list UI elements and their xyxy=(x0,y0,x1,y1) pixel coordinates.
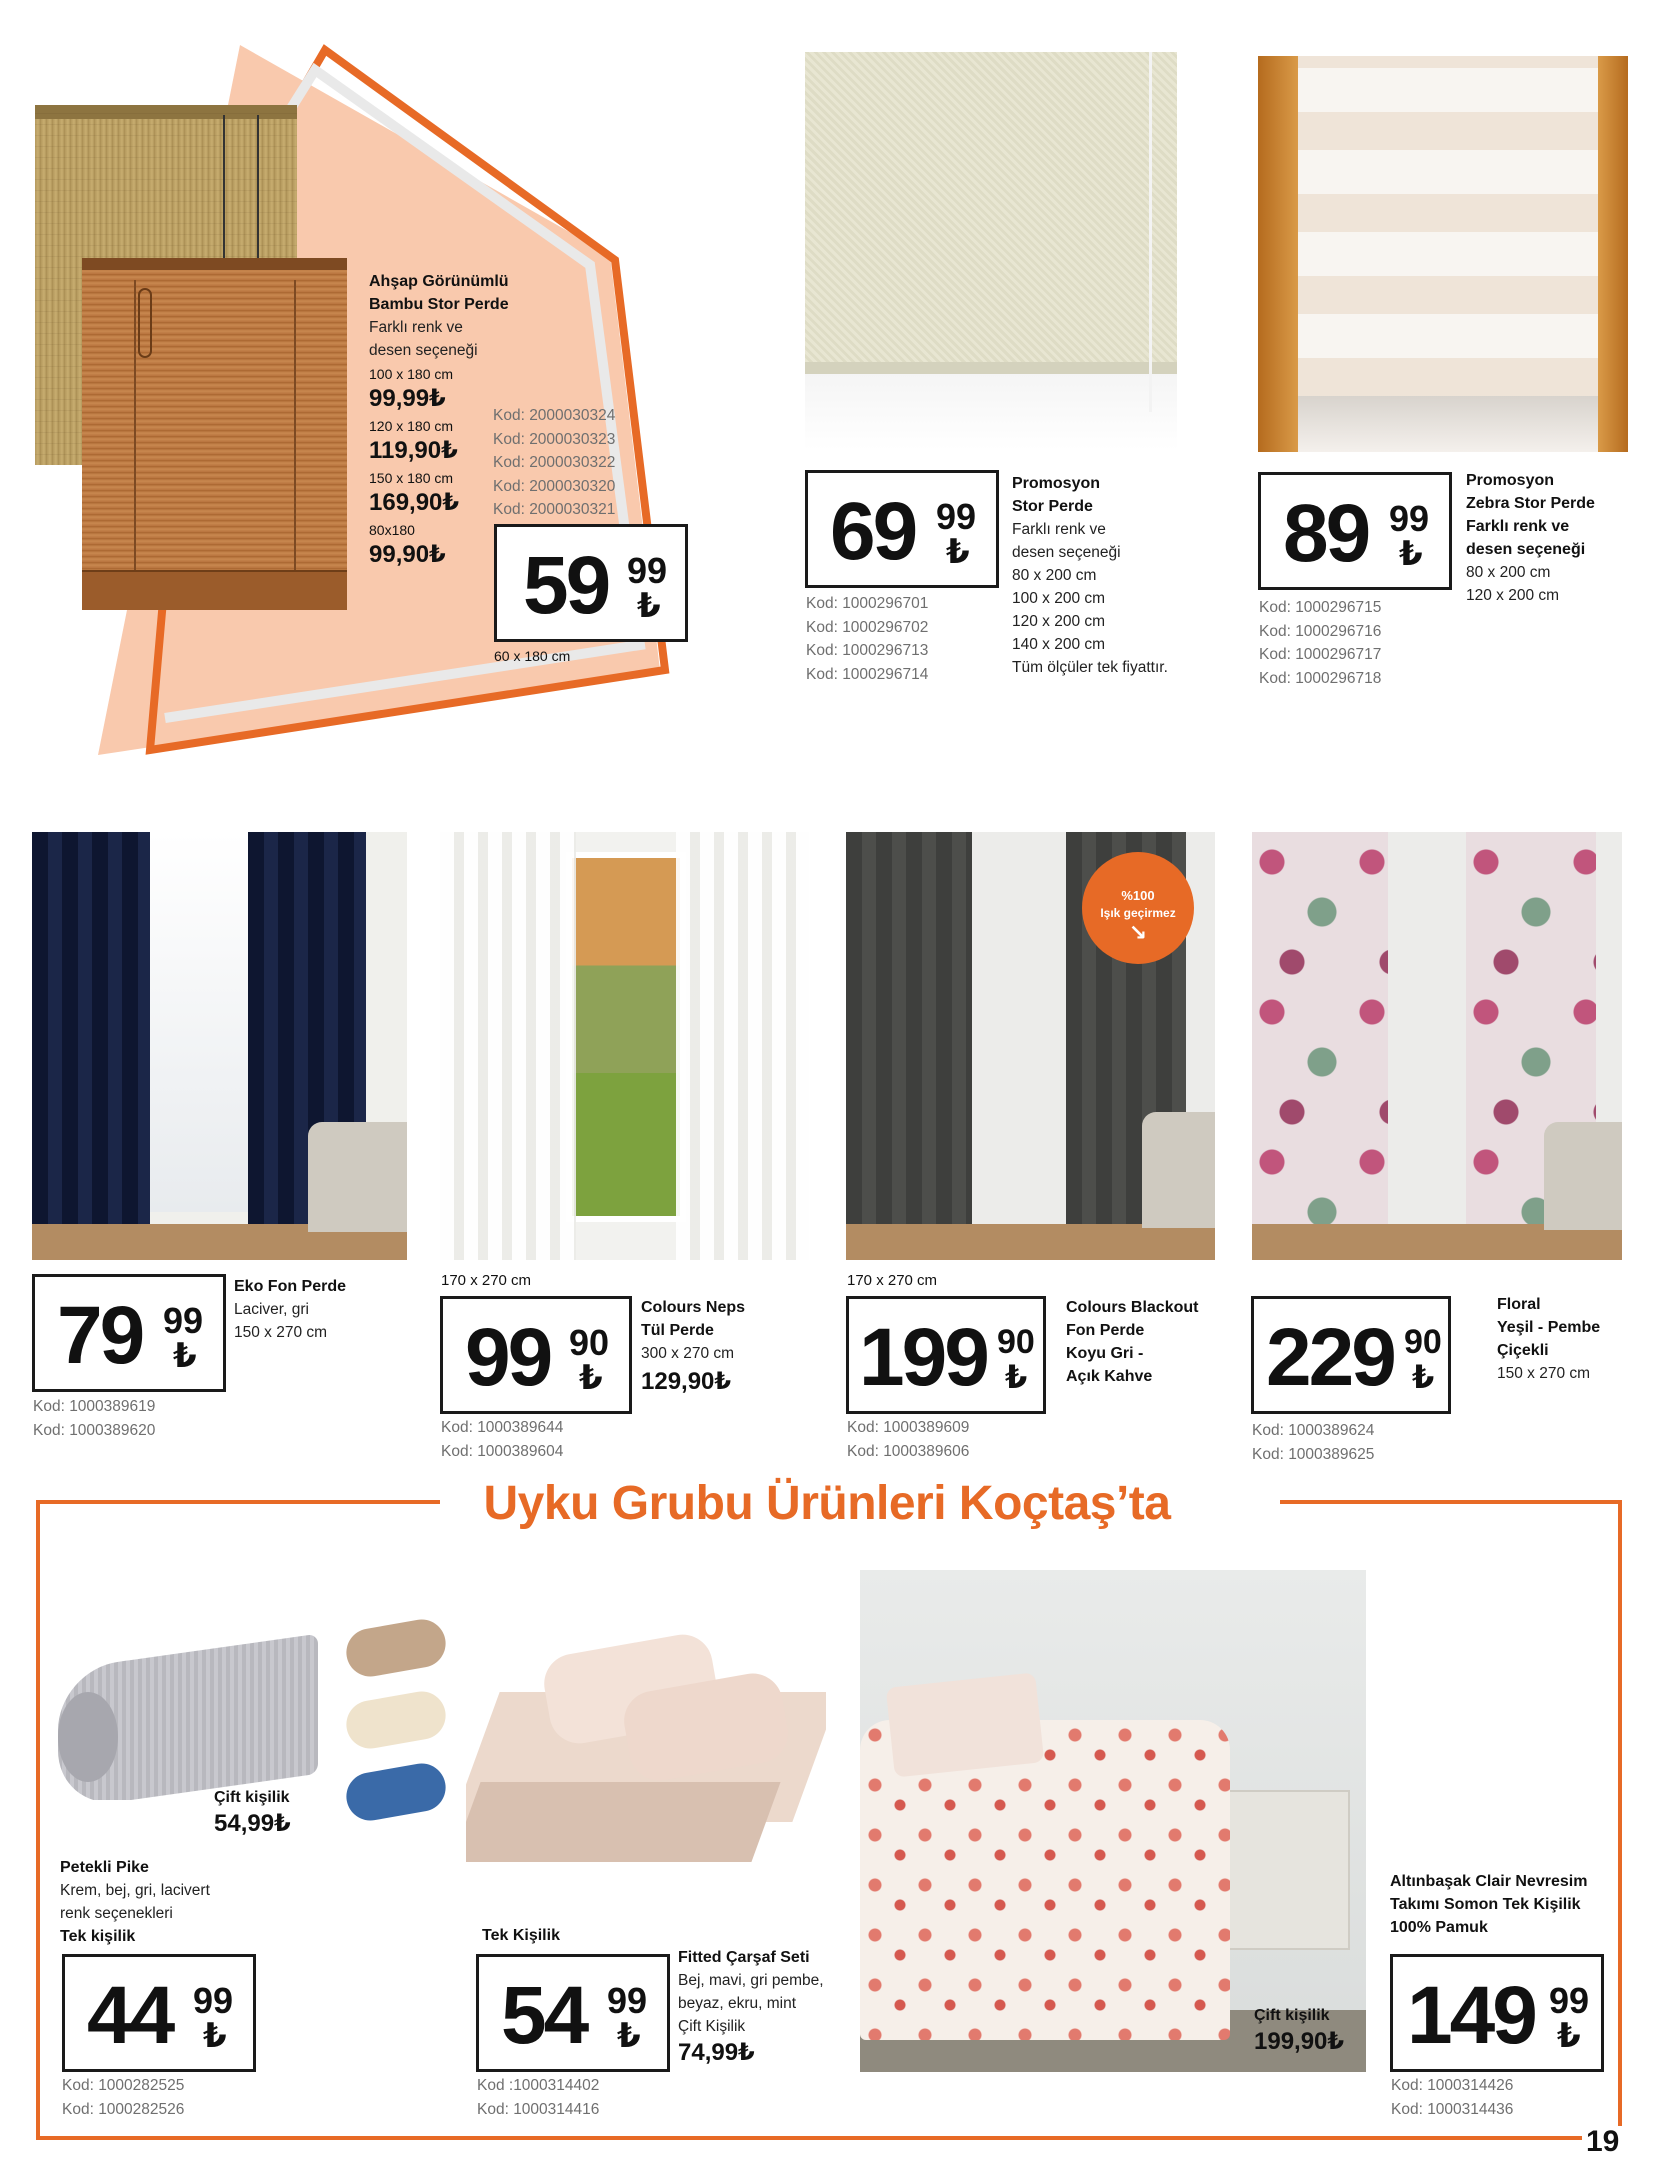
currency-symbol: ₺ xyxy=(617,2017,641,2055)
bambu-desc-line2: desen seçeneği xyxy=(369,342,478,359)
pike-title: Petekli Pike xyxy=(60,1859,149,1876)
tul-codes xyxy=(441,1416,563,1463)
product-code: Kod: 1000389625 xyxy=(1252,1445,1375,1463)
nevresim-codes xyxy=(1391,2074,1513,2121)
blackout-title-line: Koyu Gri - xyxy=(1066,1345,1144,1362)
zebra-codes xyxy=(1259,596,1381,690)
blackout-codes xyxy=(847,1416,969,1463)
currency-symbol: ₺ xyxy=(637,587,661,625)
pike-double-label: Çift kişilik xyxy=(214,1789,290,1806)
eko-info xyxy=(234,1275,346,1344)
nevresim-double xyxy=(1254,2004,1344,2057)
product-code: Kod: 1000282526 xyxy=(62,2100,185,2118)
currency-symbol: ₺ xyxy=(946,533,970,571)
product-code: Kod: 1000389619 xyxy=(33,1398,156,1415)
price-decimal: 90 xyxy=(1404,1323,1442,1361)
pike-info xyxy=(60,1856,210,1948)
zebra-perde-image xyxy=(1258,56,1628,452)
product-code: Kod: 2000030323 xyxy=(493,430,616,448)
badge-percent: %100 xyxy=(1121,888,1155,903)
nevresim-double-price: 199,90₺ xyxy=(1254,2028,1345,2055)
carsaf-double-price: 74,99₺ xyxy=(678,2039,755,2066)
pike-price-box xyxy=(62,1954,256,2072)
carsaf-desc-line: beyaz, ekru, mint xyxy=(678,1995,797,2012)
floral-perde-image xyxy=(1252,832,1622,1260)
price-decimal: 99 xyxy=(607,1980,648,2021)
product-code: Kod: 2000030321 xyxy=(493,501,616,518)
bambu-title-line2: Bambu Stor Perde xyxy=(369,296,509,313)
price-integer: 69 xyxy=(830,486,916,577)
product-code: Kod: 1000296715 xyxy=(1259,599,1382,616)
product-code: Kod: 1000296714 xyxy=(806,665,929,683)
floral-desc: 150 x 270 cm xyxy=(1497,1365,1591,1382)
floral-title-line: Çiçekli xyxy=(1497,1342,1549,1359)
product-code: Kod: 1000389644 xyxy=(441,1419,564,1436)
eko-desc-line: 150 x 270 cm xyxy=(234,1324,328,1341)
price-integer: 54 xyxy=(501,1970,587,2061)
carsaf-desc-line: Bej, mavi, gri pembe, xyxy=(678,1972,824,1989)
pike-desc-line: renk seçenekleri xyxy=(60,1905,173,1922)
eko-title: Eko Fon Perde xyxy=(234,1278,347,1295)
zebra-desc-line: 120 x 200 cm xyxy=(1466,587,1560,604)
floral-info xyxy=(1497,1293,1600,1385)
bambu-description xyxy=(369,316,478,362)
nevresim-double-label: Çift kişilik xyxy=(1254,2007,1330,2024)
bambu-size-price: 119,90₺ xyxy=(369,437,458,464)
price-integer: 44 xyxy=(87,1970,173,2061)
bambu-size-price: 169,90₺ xyxy=(369,489,460,516)
zebra-info xyxy=(1466,469,1595,607)
currency-symbol: ₺ xyxy=(173,1337,197,1375)
zebra-title-line: Promosyon xyxy=(1466,472,1555,489)
currency-symbol: ₺ xyxy=(1412,1359,1435,1395)
product-code: Kod: 1000296718 xyxy=(1259,669,1382,687)
price-decimal: 99 xyxy=(936,496,977,537)
blackout-title-line: Açık Kahve xyxy=(1066,1368,1153,1385)
bambu-size-price: 99,99₺ xyxy=(369,385,446,412)
bambu-title xyxy=(369,270,509,316)
product-code: Kod: 1000314436 xyxy=(1391,2100,1514,2118)
tul-price-box xyxy=(440,1296,632,1414)
price-decimal: 99 xyxy=(1549,1980,1590,2021)
carsaf-codes xyxy=(477,2074,599,2121)
bambu-price-size: 60 x 180 cm xyxy=(494,648,571,664)
pike-desc-line: Krem, bej, gri, lacivert xyxy=(60,1882,210,1899)
blackout-title-line: Fon Perde xyxy=(1066,1322,1145,1339)
currency-symbol: ₺ xyxy=(203,2017,227,2055)
stor-desc-line: 80 x 200 cm xyxy=(1012,567,1097,584)
bambu-size: 80x180 xyxy=(369,522,415,538)
stor-desc-line: desen seçeneği xyxy=(1012,544,1121,561)
blackout-title-line: Colours Blackout xyxy=(1066,1299,1199,1316)
sleep-section-title: Uyku Grubu Ürünleri Koçtaş’ta xyxy=(483,1477,1171,1530)
bambu-size: 120 x 180 cm xyxy=(369,418,454,434)
tul-size: 170 x 270 cm xyxy=(441,1272,532,1289)
product-code: Kod: 2000030320 xyxy=(493,477,616,495)
bambu-size-price-list xyxy=(369,364,459,570)
floral-codes xyxy=(1252,1419,1374,1466)
stor-desc-line: Farklı renk ve xyxy=(1012,521,1106,538)
carsaf-desc-line: Çift Kişilik xyxy=(678,2018,746,2035)
product-code: Kod: 1000296716 xyxy=(1259,622,1382,640)
tul-title-line: Colours Neps xyxy=(641,1299,746,1316)
product-code: Kod: 1000282525 xyxy=(62,2077,185,2094)
stor-desc-line: 100 x 200 cm xyxy=(1012,590,1106,607)
stor-title-line1: Promosyon xyxy=(1012,475,1101,492)
floral-title-line: Yeşil - Pembe xyxy=(1497,1319,1601,1336)
fitted-sheet-image xyxy=(466,1632,826,1872)
price-integer: 79 xyxy=(57,1290,143,1381)
product-code: Kod: 2000030322 xyxy=(493,454,616,471)
tul-info xyxy=(641,1296,745,1397)
stor-perde-image xyxy=(805,52,1177,450)
pike-double-price: 54,99₺ xyxy=(214,1810,291,1837)
nevresim-title-line: 100% Pamuk xyxy=(1390,1919,1488,1936)
price-decimal: 99 xyxy=(193,1980,234,2021)
zebra-desc-line: 80 x 200 cm xyxy=(1466,564,1551,581)
price-decimal: 99 xyxy=(1389,498,1430,539)
price-integer: 89 xyxy=(1283,488,1369,579)
bambu-promo xyxy=(0,0,700,760)
stor-desc-line: Tüm ölçüler tek fiyattır. xyxy=(1012,659,1168,676)
eko-price-box xyxy=(32,1274,226,1392)
zebra-title-line: Farklı renk ve xyxy=(1466,518,1570,535)
pike-roll-image xyxy=(58,1612,328,1800)
carsaf-single-label: Tek Kişilik xyxy=(482,1927,560,1944)
nevresim-price-box xyxy=(1390,1954,1604,2072)
floral-title-line: Floral xyxy=(1497,1296,1541,1313)
zebra-title-line: desen seçeneği xyxy=(1466,541,1586,558)
stor-desc-line: 140 x 200 cm xyxy=(1012,636,1106,653)
blackout-price-box xyxy=(846,1296,1046,1414)
bambu-desc-line1: Farklı renk ve xyxy=(369,319,463,336)
eko-desc-line: Laciver, gri xyxy=(234,1301,309,1318)
tul-desc: 300 x 270 cm xyxy=(641,1345,735,1362)
tul-alt-price: 129,90₺ xyxy=(641,1368,732,1395)
price-integer: 99 xyxy=(465,1312,551,1403)
bambu-price-box xyxy=(494,524,688,642)
stor-price-box xyxy=(805,470,999,588)
zebra-title-line: Zebra Stor Perde xyxy=(1466,495,1595,512)
price-integer: 229 xyxy=(1266,1312,1394,1403)
price-decimal: 99 xyxy=(627,550,668,591)
bambu-title-line1: Ahşap Görünümlü xyxy=(369,273,509,290)
blackout-badge xyxy=(1082,852,1194,964)
product-code: Kod: 1000296702 xyxy=(806,618,929,636)
price-decimal: 99 xyxy=(163,1300,204,1341)
zebra-price-box xyxy=(1258,472,1452,590)
currency-symbol: ₺ xyxy=(1005,1359,1028,1395)
blackout-size: 170 x 270 cm xyxy=(847,1272,938,1289)
product-code: Kod: 1000389606 xyxy=(847,1442,970,1460)
carsaf-price-box xyxy=(476,1954,670,2072)
eko-codes xyxy=(33,1395,155,1442)
arrow-down-icon: ↘ xyxy=(1128,920,1148,945)
product-code: Kod: 2000030324 xyxy=(493,407,616,424)
carsaf-title: Fitted Çarşaf Seti xyxy=(678,1949,810,1966)
product-code: Kod: 1000389609 xyxy=(847,1419,970,1436)
stor-info xyxy=(1012,472,1168,679)
pike-codes xyxy=(62,2074,184,2121)
bambu-size: 100 x 180 cm xyxy=(369,366,454,382)
stor-codes xyxy=(806,592,928,686)
currency-symbol: ₺ xyxy=(579,1359,603,1397)
price-decimal: 90 xyxy=(569,1322,610,1363)
blackout-info xyxy=(1066,1296,1198,1388)
product-code: Kod: 1000296701 xyxy=(806,595,929,612)
badge-text: Işık geçirmez xyxy=(1100,906,1176,920)
nevresim-title-line: Takımı Somon Tek Kişilik xyxy=(1390,1896,1581,1913)
nevresim-info xyxy=(1390,1870,1587,1939)
stor-title-line2: Stor Perde xyxy=(1012,498,1093,515)
bamboo-blind-front-image xyxy=(82,258,347,610)
product-code: Kod: 1000296717 xyxy=(1259,646,1382,663)
product-code: Kod: 1000389604 xyxy=(441,1442,564,1460)
nevresim-title-line: Altınbaşak Clair Nevresim xyxy=(1390,1873,1588,1890)
price-integer: 59 xyxy=(523,540,609,631)
price-decimal: 90 xyxy=(997,1323,1035,1361)
nevresim-image xyxy=(860,1570,1366,2072)
currency-symbol: ₺ xyxy=(1557,2017,1581,2055)
price-integer: 199 xyxy=(859,1312,987,1403)
pike-double xyxy=(214,1786,291,1839)
bambu-size-price: 99,90₺ xyxy=(369,541,446,568)
pike-color-options-image xyxy=(336,1614,456,1834)
price-integer: 149 xyxy=(1407,1970,1535,2061)
tul-perde-image xyxy=(440,832,809,1260)
floral-price-box xyxy=(1251,1296,1451,1414)
carsaf-info xyxy=(678,1946,824,2068)
bambu-codes xyxy=(493,404,615,522)
currency-symbol: ₺ xyxy=(1399,535,1423,573)
pike-single-label: Tek kişilik xyxy=(60,1928,136,1945)
product-code: Kod: 1000389620 xyxy=(33,1421,156,1439)
bambu-size: 150 x 180 cm xyxy=(369,470,454,486)
product-code: Kod: 1000314416 xyxy=(477,2100,600,2118)
product-code: Kod: 1000314426 xyxy=(1391,2077,1514,2094)
eko-fon-perde-image xyxy=(32,832,407,1260)
product-code: Kod: 1000389624 xyxy=(1252,1422,1375,1439)
product-code: Kod: 1000296713 xyxy=(806,642,929,659)
product-code: Kod :1000314402 xyxy=(477,2077,600,2094)
stor-desc-line: 120 x 200 cm xyxy=(1012,613,1106,630)
page-number: 19 xyxy=(1582,2126,1623,2158)
tul-title-line: Tül Perde xyxy=(641,1322,714,1339)
